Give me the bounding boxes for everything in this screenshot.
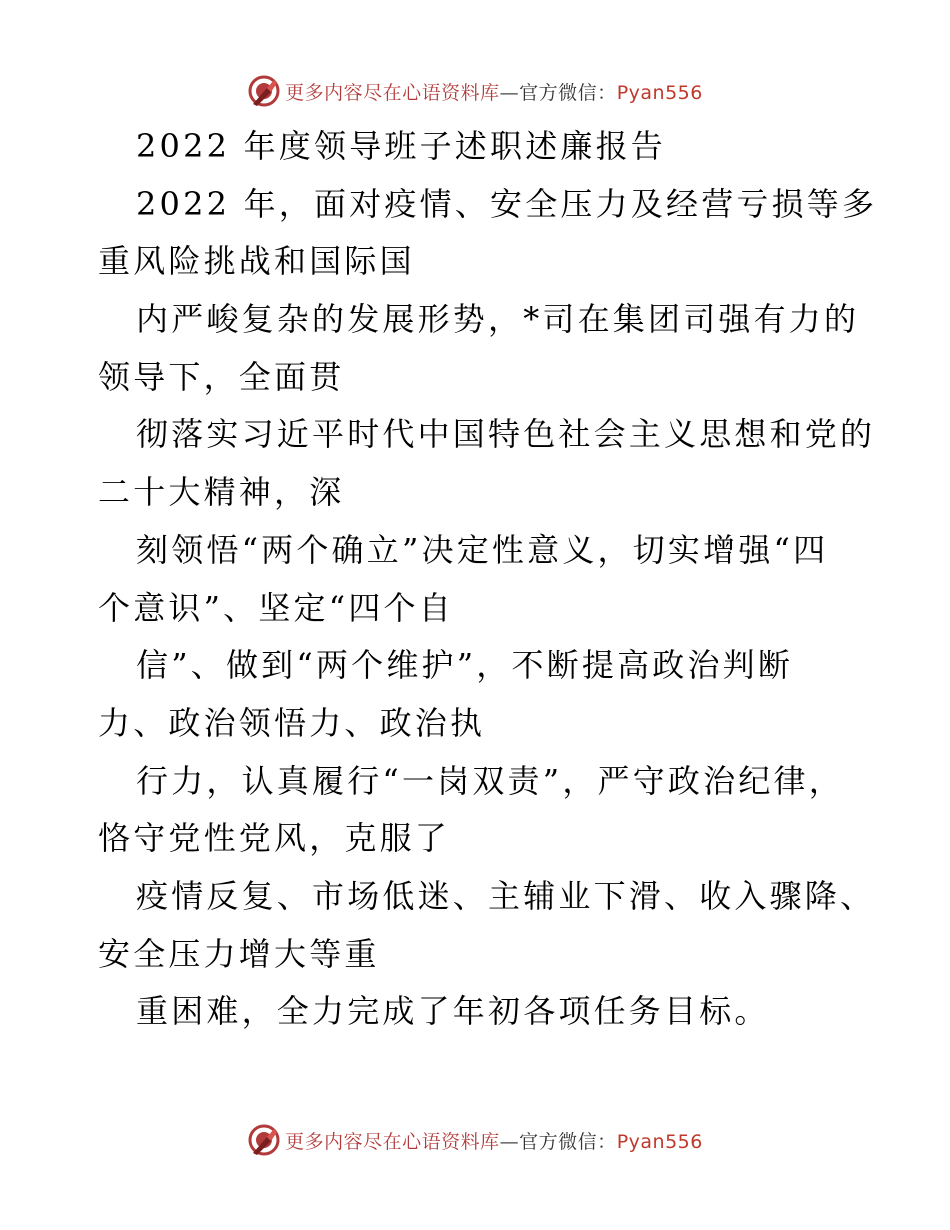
text-line: 二十大精神，深 xyxy=(98,473,345,512)
text-line: 重风险挑战和国际国 xyxy=(98,242,415,281)
footer-watermark xyxy=(0,1120,950,1160)
document-body xyxy=(98,118,878,1041)
watermark-brand: 更多内容尽在心语资料库 xyxy=(285,81,500,104)
watermark-text xyxy=(285,78,703,105)
watermark-separator: — xyxy=(499,81,520,104)
text-line: 力、政治领悟力、政治执 xyxy=(98,703,486,742)
watermark-text xyxy=(285,1127,703,1154)
watermark-wechat-label: 官方微信： xyxy=(519,1130,617,1153)
text-line: 领导下，全面贯 xyxy=(98,357,345,396)
text-line: 安全压力增大等重 xyxy=(98,934,380,973)
text-line: 疫情反复、市场低迷、主辅业下滑、收入骤降、 xyxy=(136,876,876,915)
text-line: 恪守党性党风，克服了 xyxy=(98,819,451,858)
watermark-wechat-id: Pyan556 xyxy=(616,1130,703,1153)
pen-logo-icon xyxy=(247,1123,281,1157)
text-line: 重困难，全力完成了年初各项任务目标。 xyxy=(136,992,770,1031)
text-line: 信”、做到“两个维护”，不断提高政治判断 xyxy=(136,646,794,685)
document-title: 2022 年度领导班子述职述廉报告 xyxy=(136,127,667,165)
header-watermark xyxy=(0,71,950,111)
text-line: 2022 年，面对疫情、安全压力及经营亏损等多 xyxy=(136,184,878,223)
watermark-brand: 更多内容尽在心语资料库 xyxy=(285,1130,500,1153)
watermark-wechat-id: Pyan556 xyxy=(616,81,703,104)
text-line: 行力，认真履行“一岗双责”，严守政治纪律， xyxy=(136,761,844,800)
watermark-separator: — xyxy=(499,1130,520,1153)
text-line: 内严峻复杂的发展形势，*司在集团司强有力的 xyxy=(136,300,860,339)
pen-logo-icon xyxy=(247,74,281,108)
watermark-wechat-label: 官方微信： xyxy=(519,81,617,104)
text-line: 个意识”、坚定“四个自 xyxy=(98,588,454,627)
text-line: 彻落实习近平时代中国特色社会主义思想和党的 xyxy=(136,415,876,454)
text-line: 刻领悟“两个确立”决定性意义，切实增强“四 xyxy=(136,530,829,569)
